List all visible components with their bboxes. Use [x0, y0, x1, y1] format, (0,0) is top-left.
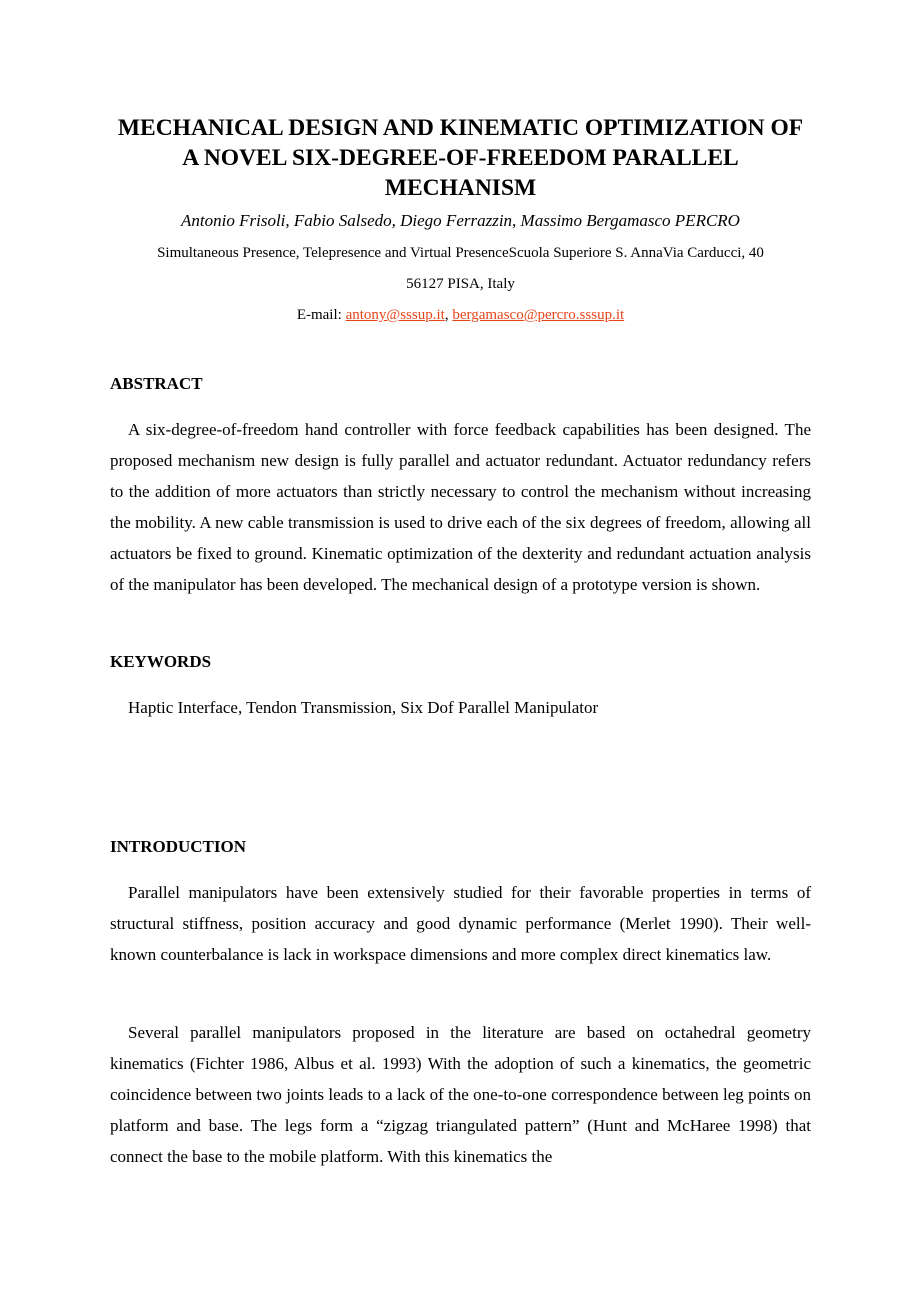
affiliation-line-1: Simultaneous Presence, Telepresence and Virtual PresenceScuola Superiore S. AnnaVia Carducci, 40 [157, 245, 764, 261]
introduction-heading: INTRODUCTION [110, 837, 247, 856]
abstract-heading: ABSTRACT [110, 374, 203, 393]
affiliation-line-2: 56127 PISA, Italy [406, 276, 515, 292]
email-separator: , [444, 307, 453, 323]
paper-title: MECHANICAL DESIGN AND KINEMATIC OPTIMIZATION OF A NOVEL SIX-DEGREE-OF-FREEDOM PARALLEL MECHANISM [117, 115, 804, 201]
introduction-paragraph-2: Several parallel manipulators proposed in the literature are based on octahedral geometry kinematics (Fichter 1986, Albus et al. 1993) With the adoption of such a kinematics, the geometric coincidence between two joints leads to a lack of the one-to-one correspondence between leg points on platform and base. The legs form a “zigzag triangulated pattern” (Hunt and McHaree 1998) that connect the base to the mobile platform. With this kinematics the [110, 1023, 811, 1166]
email-link-bergamasco[interactable]: bergamasco@percro.sssup.it [452, 307, 625, 323]
email-line [110, 305, 811, 325]
email-link-antony[interactable]: antony@sssup.it [345, 307, 445, 323]
keywords-heading: KEYWORDS [110, 652, 212, 671]
author-list: Antonio Frisoli, Fabio Salsedo, Diego Ferrazzin, Massimo Bergamasco PERCRO [181, 211, 740, 230]
email-label: E-mail: [296, 307, 346, 323]
keywords-text: Haptic Interface, Tendon Transmission, Six Dof Parallel Manipulator [128, 698, 599, 717]
abstract-text: A six-degree-of-freedom hand controller with force feedback capabilities has been designed. The proposed mechanism new design is fully parallel and actuator redundant. Actuator redundancy refers to the addition of more actuators than strictly necessary to control the mechanism without increasing the mobility. A new cable transmission is used to drive each of the six degrees of freedom, allowing all actuators be fixed to ground. Kinematic optimization of the dexterity and redundant actuation analysis of the manipulator has been developed. The mechanical design of a prototype version is shown. [110, 420, 811, 594]
introduction-paragraph-1: Parallel manipulators have been extensively studied for their favorable properties in terms of structural stiffness, position accuracy and good dynamic performance (Merlet 1990). Their well-known counterbalance is lack in workspace dimensions and more complex direct kinematics law. [110, 883, 811, 964]
